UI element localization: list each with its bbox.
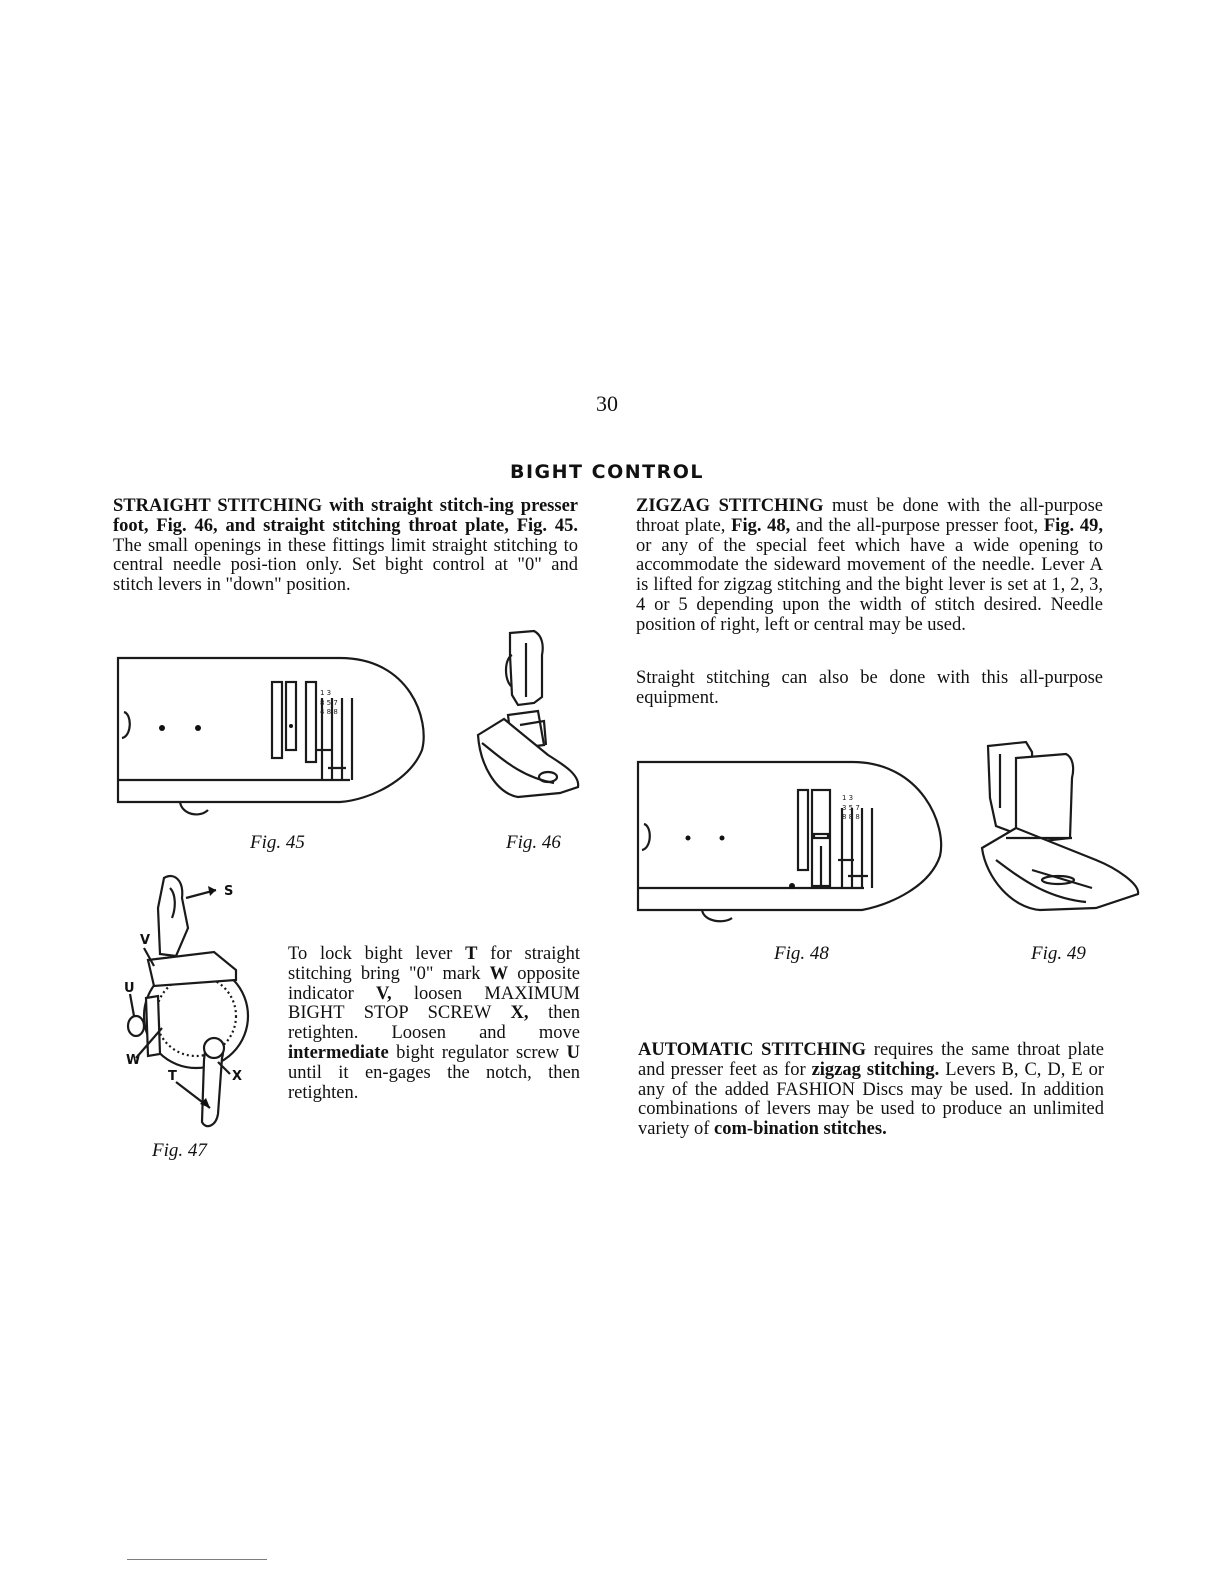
fig47-caption: Fig. 47 [152, 1140, 207, 1161]
automatic-stitching-paragraph [638, 1041, 1104, 1140]
automatic-text-2: Levers B, C, D, E or any of the added FASHION Discs may be used. In addition combinations of levers may be used to produce an unlimited variety of [638, 1059, 1104, 1140]
lock-text-2: for straight stitching bring "0" mark [288, 944, 580, 984]
zigzag-text-1: must be done with the all-purpose throat plate, [636, 496, 1103, 536]
fig49-caption: Fig. 49 [1031, 943, 1086, 964]
section-title: BIGHT CONTROL [510, 461, 704, 483]
fig46-presser-foot-illustration [460, 625, 590, 815]
fig49-presser-foot-illustration [976, 738, 1146, 918]
lock-text-1: To lock bight lever [288, 944, 466, 964]
svg-text:1 3: 1 3 [842, 794, 854, 802]
svg-text:3 5 7: 3 5 7 [842, 804, 860, 812]
lock-intermediate: intermediate [288, 1042, 389, 1063]
lock-text-5: then retighten. Loosen and move [288, 1003, 580, 1044]
svg-text:8 5 7: 8 5 7 [320, 699, 338, 707]
fig45-caption: Fig. 45 [250, 832, 305, 853]
svg-text:4 8 8: 4 8 8 [320, 708, 338, 716]
lock-indicator-v: V, [376, 983, 392, 1004]
fig47-label-v: V [140, 933, 151, 948]
fig47-label-u: U [124, 981, 135, 996]
zigzag-lead: ZIGZAG STITCHING [636, 496, 824, 516]
automatic-combination-ref: com-bination stitches. [714, 1119, 887, 1140]
zigzag-stitching-paragraph [636, 497, 1103, 636]
zigzag-text-3: or any of the special feet which have a wide opening to accommodate the sideward movement of the needle. Lever A is lifted for zigzag stitching and the bight lever is set at 1, 2, 3, 4 or 5 depending upon the width of stitch desired. Needle position of right, left or central may be used. [636, 535, 1103, 635]
footer-rule [127, 1559, 267, 1560]
straight-stitching-paragraph [113, 497, 578, 596]
lock-bight-lever-paragraph [288, 945, 580, 1103]
lock-text-7: until it en-gages the notch, then retighten. [288, 1062, 580, 1103]
lock-text-3: opposite indicator [288, 963, 580, 1004]
lock-text-6: bight regulator screw [388, 1042, 567, 1063]
zigzag-text-2: and the all-purpose presser foot, [790, 515, 1044, 536]
straight-stitching-lead: STRAIGHT STITCHING with straight stitch-ing presser foot, Fig. 46, and straight stitching throat plate, Fig. 45. [113, 496, 578, 536]
fig47-label-t: T [168, 1069, 177, 1084]
svg-text:1 3: 1 3 [320, 689, 332, 697]
automatic-lead: AUTOMATIC STITCHING [638, 1040, 867, 1060]
fig47-label-x: X [232, 1069, 243, 1084]
straight-stitching-body: The small openings in these fittings limit straight stitching to central needle posi-tion only. Set bight control at "0" and stitch levers in "down" position. [113, 535, 578, 596]
straight-also-paragraph: Straight stitching can also be done with this all-purpose equipment. [636, 668, 1103, 708]
lock-mark-w: W [489, 963, 509, 984]
zigzag-fig49-ref: Fig. 49, [1043, 515, 1103, 536]
fig47-label-w: W [126, 1053, 141, 1068]
lock-screw-x: X, [510, 1003, 529, 1024]
fig48-caption: Fig. 48 [774, 943, 829, 964]
page-number: 30 [596, 391, 618, 416]
svg-text:8 8 8: 8 8 8 [842, 813, 860, 821]
fig48-throat-plate-illustration [632, 756, 952, 936]
fig46-caption: Fig. 46 [506, 832, 561, 853]
zigzag-fig48-ref: Fig. 48, [731, 515, 791, 536]
lock-screw-u: U [566, 1042, 580, 1063]
automatic-text-1: requires the same throat plate and presser feet as for [638, 1040, 1104, 1080]
fig47-label-s: S [224, 884, 234, 899]
fig45-throat-plate-illustration [110, 650, 440, 830]
lock-lever-t: T [465, 944, 478, 964]
fig47-bight-lever-illustration [118, 868, 258, 1138]
lock-text-4: loosen MAXIMUM BIGHT STOP SCREW [288, 983, 580, 1024]
automatic-zigzag-ref: zigzag stitching. [811, 1059, 940, 1080]
